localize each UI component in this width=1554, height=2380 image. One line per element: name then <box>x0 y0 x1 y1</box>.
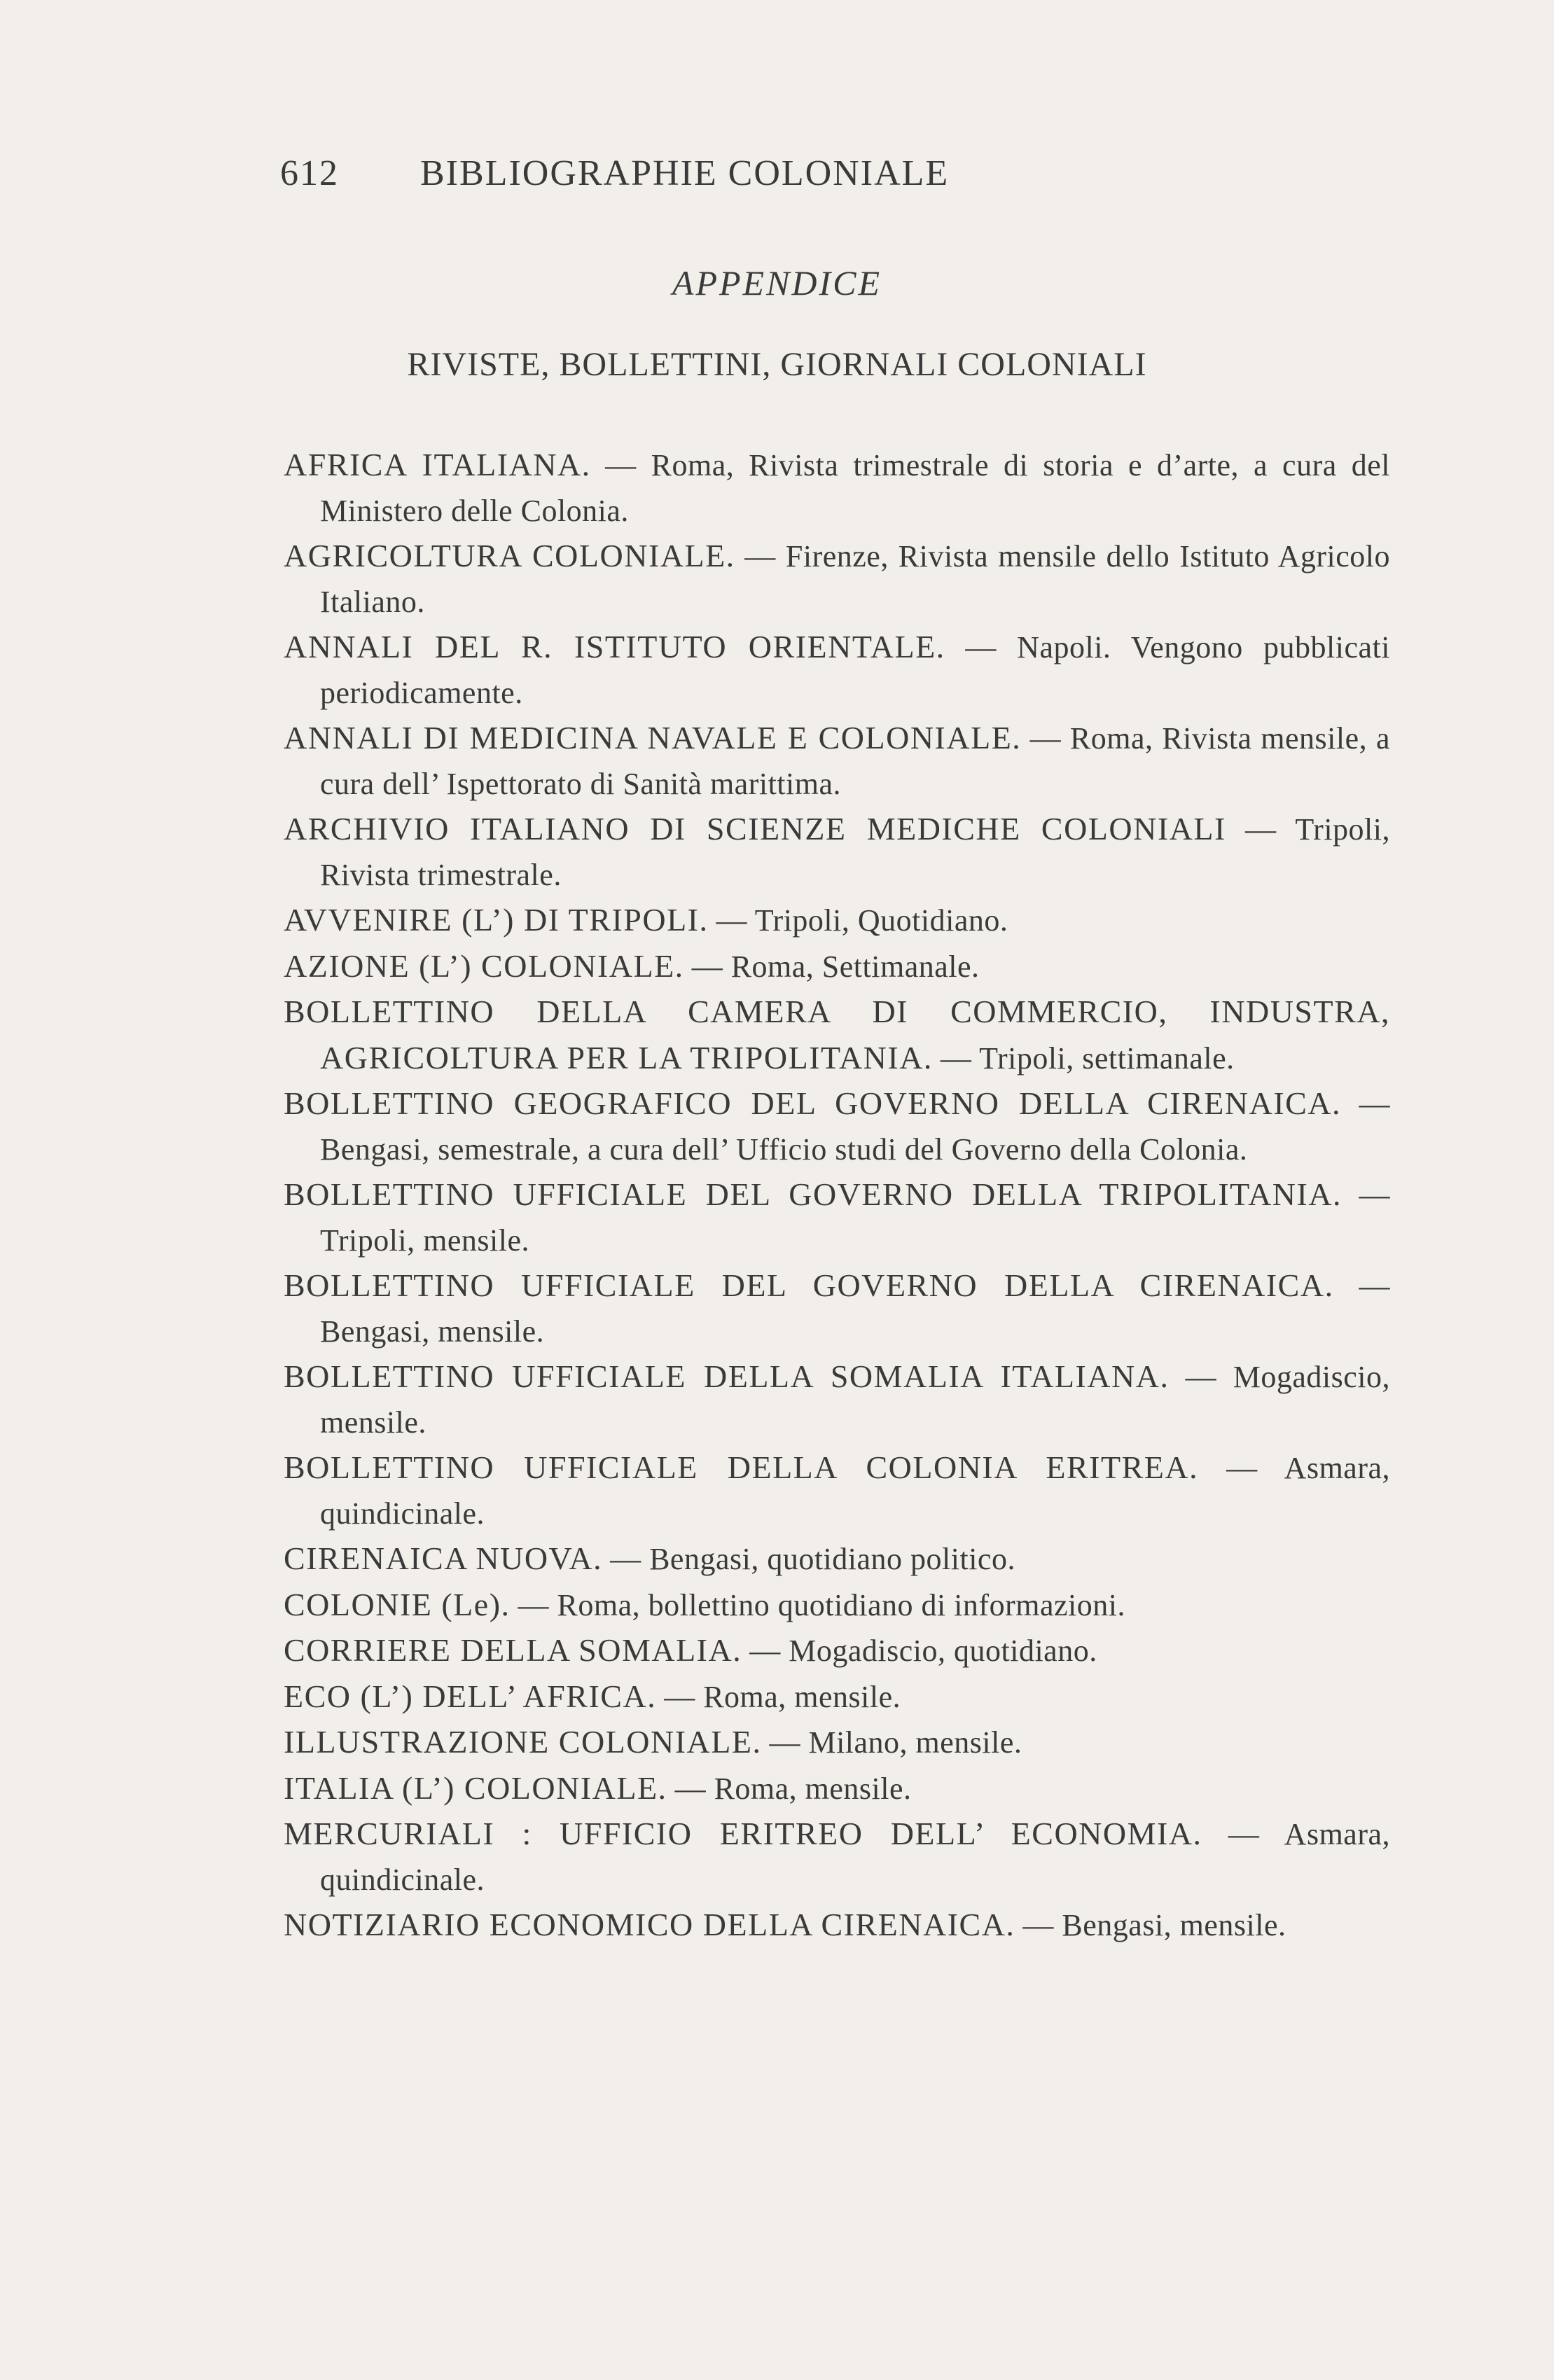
entry-name: BOLLETTINO GEOGRAFICO DEL GOVERNO DELLA CIRENAICA. <box>284 1085 1342 1121</box>
entry-name: NOTIZIARIO ECONOMICO DELLA CIRENAICA. <box>284 1907 1015 1942</box>
entry-description: — Bengasi, quotidiano politico. <box>610 1542 1015 1576</box>
entry-description: — Roma, mensile. <box>664 1679 901 1714</box>
entry-description: — Roma, Rivista trimestrale di storia e d’arte, a cura del Ministero delle Colonia. <box>320 448 1390 528</box>
bibliography-entry <box>284 1536 1390 1582</box>
bibliography-list <box>284 443 1390 1949</box>
entry-name: ILLUSTRAZIONE COLONIALE. <box>284 1724 762 1760</box>
entry-description: — Tripoli, mensile. <box>320 1178 1390 1258</box>
entry-name: AVVENIRE (L’) DI TRIPOLI. <box>284 902 709 938</box>
entry-description: — Roma, Rivista mensile, a cura dell’ Ispettorato di Sanità marittima. <box>320 721 1390 801</box>
bibliography-entry <box>284 1766 1390 1812</box>
page-number: 612 <box>280 153 339 193</box>
entry-name: AZIONE (L’) COLONIALE. <box>284 947 684 984</box>
entry-description: — Bengasi, mensile. <box>1022 1908 1286 1942</box>
entry-description: — Firenze, Rivista mensile dello Istituto Agricolo Italiano. <box>320 539 1391 619</box>
section-title: RIVISTE, BOLLETTINI, GIORNALI COLONIALI <box>407 346 1147 383</box>
entry-name: ITALIA (L’) COLONIALE. <box>284 1769 667 1806</box>
entry-name: BOLLETTINO DELLA CAMERA DI COMMERCIO, INDUSTRA, AGRICOLTURA PER LA TRIPOLITANIA. <box>284 994 1390 1076</box>
entry-description: — Tripoli, Rivista trimestrale. <box>320 812 1390 892</box>
entry-description: — Bengasi, mensile. <box>320 1269 1391 1349</box>
entry-description: — Roma, mensile. <box>674 1771 912 1806</box>
entry-description: — Tripoli, Quotidiano. <box>716 903 1008 938</box>
bibliography-entry <box>284 625 1390 716</box>
bibliography-entry <box>284 1811 1390 1902</box>
bibliography-entry <box>284 1674 1390 1720</box>
entry-description: — Napoli. Vengono pubblicati periodicamente. <box>320 630 1391 710</box>
entry-description: — Asmara, quindicinale. <box>320 1817 1391 1897</box>
running-head-title: BIBLIOGRAPHIE COLONIALE <box>420 153 950 193</box>
entry-name: BOLLETTINO UFFICIALE DEL GOVERNO DELLA TRIPOLITANIA. <box>284 1176 1343 1212</box>
entry-name: AFRICA ITALIANA. <box>284 447 591 482</box>
bibliography-entry <box>284 1628 1390 1674</box>
entry-description: — Mogadiscio, quotidiano. <box>749 1634 1097 1668</box>
entry-name: ANNALI DI MEDICINA NAVALE E COLONIALE. <box>284 720 1022 756</box>
entry-name: BOLLETTINO UFFICIALE DELLA SOMALIA ITALIANA. <box>284 1358 1170 1394</box>
bibliography-entry <box>284 944 1390 990</box>
entry-description: — Mogadiscio, mensile. <box>320 1360 1390 1440</box>
bibliography-entry <box>284 1720 1390 1766</box>
entry-name: ARCHIVIO ITALIANO DI SCIENZE MEDICHE COLONIALI <box>284 811 1226 847</box>
entry-description: — Roma, bollettino quotidiano di informazioni. <box>518 1587 1125 1622</box>
entry-description: — Asmara, quindicinale. <box>320 1451 1391 1531</box>
bibliography-entry <box>284 443 1390 534</box>
bibliography-entry <box>284 807 1390 898</box>
appendix-title: APPENDICE <box>672 263 882 302</box>
bibliography-entry <box>284 989 1390 1081</box>
entry-name: MERCURIALI : UFFICIO ERITREO DELL’ ECONOMIA. <box>284 1816 1202 1851</box>
entry-description: — Bengasi, semestrale, a cura dell’ Ufficio studi del Governo della Colonia. <box>320 1087 1391 1167</box>
bibliography-entry <box>284 1263 1390 1354</box>
bibliography-entry <box>284 1081 1390 1172</box>
bibliography-entry <box>284 1582 1390 1629</box>
entry-name: BOLLETTINO UFFICIALE DEL GOVERNO DELLA CIRENAICA. <box>284 1267 1334 1303</box>
bibliography-entry <box>284 898 1390 944</box>
bibliography-entry <box>284 1172 1390 1263</box>
entry-name: COLONIE (Le). <box>284 1586 511 1622</box>
entry-name: AGRICOLTURA COLONIALE. <box>284 538 735 573</box>
entry-description: — Tripoli, settimanale. <box>940 1041 1235 1076</box>
running-head <box>280 153 1121 194</box>
bibliography-entry <box>284 716 1390 807</box>
bibliography-entry <box>284 1445 1390 1536</box>
entry-description: — Roma, Settimanale. <box>691 949 980 984</box>
bibliography-entry <box>284 1902 1390 1949</box>
entry-name: ECO (L’) DELL’ AFRICA. <box>284 1678 657 1714</box>
bibliography-entry <box>284 1354 1390 1445</box>
entry-name: CIRENAICA NUOVA. <box>284 1540 603 1576</box>
entry-name: CORRIERE DELLA SOMALIA. <box>284 1632 742 1668</box>
entry-name: BOLLETTINO UFFICIALE DELLA COLONIA ERITREA. <box>284 1449 1199 1485</box>
entry-description: — Milano, mensile. <box>769 1725 1022 1760</box>
bibliography-entry <box>284 534 1390 625</box>
entry-name: ANNALI DEL R. ISTITUTO ORIENTALE. <box>284 629 945 664</box>
